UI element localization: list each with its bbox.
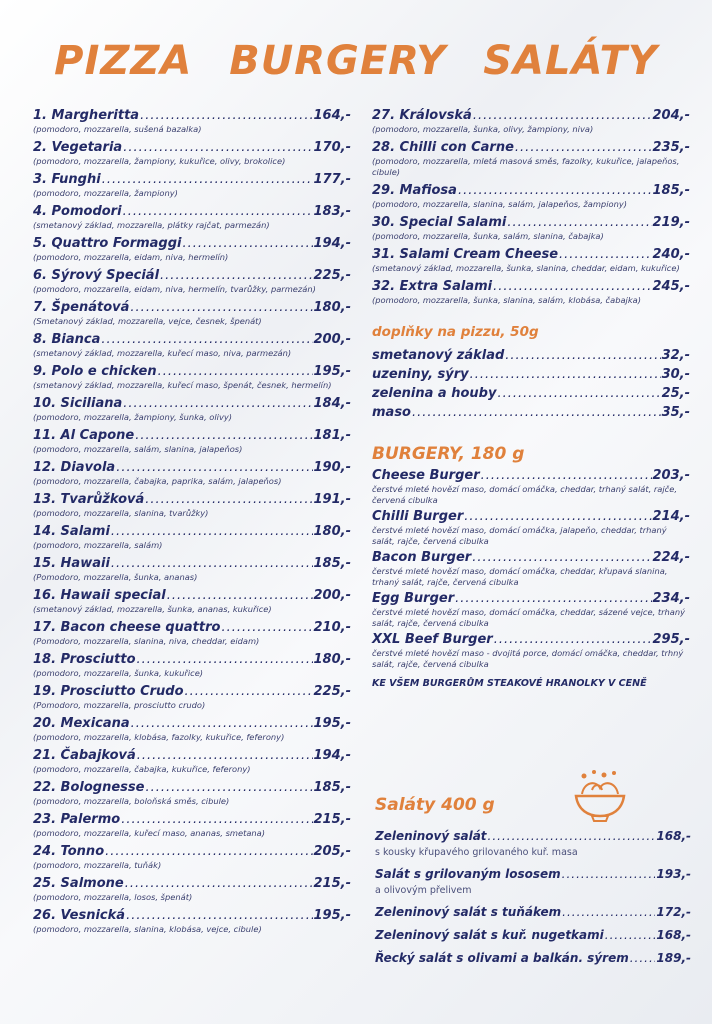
item-price: 172,- — [656, 905, 691, 919]
dot-leader — [630, 951, 656, 966]
pizza-list-left — [33, 108, 351, 940]
menu-item — [33, 428, 351, 455]
item-price: 195,- — [313, 908, 351, 923]
item-description: čerstvé mleté hovězí maso - dvojitá porce, domácí omáčka, cheddar, trhný salát, rajče, červená cibulka — [372, 648, 684, 669]
item-description: (pomodoro, mozzarella, čabajka, kukuřice, feferony) — [33, 764, 251, 774]
menu-item-row — [33, 300, 351, 316]
menu-item — [33, 460, 351, 487]
menu-item — [372, 346, 690, 365]
menu-item-row — [372, 247, 690, 263]
item-description: (pomodoro, mozzarella, žampiony, kukuřice, olivy, brokolice) — [33, 156, 286, 166]
menu-item — [372, 468, 690, 506]
item-description: (pomodoro, mozzarella, slanina, klobása, vejce, cibule) — [33, 924, 262, 934]
menu-item-row — [372, 108, 690, 124]
dot-leader — [125, 876, 313, 892]
menu-item-row — [372, 215, 690, 231]
dot-leader — [121, 812, 312, 828]
menu-item — [33, 908, 351, 935]
item-price: 235,- — [652, 140, 690, 155]
menu-item — [375, 928, 691, 943]
dot-leader — [182, 236, 312, 252]
item-description: (Pomodoro, mozzarella, prosciutto crudo) — [33, 700, 206, 710]
item-price: 25,- — [661, 386, 690, 401]
item-name: uzeniny, sýry — [372, 367, 469, 382]
dot-leader — [494, 632, 652, 648]
item-price: 234,- — [652, 591, 690, 606]
item-price: 224,- — [652, 550, 690, 565]
item-price: 195,- — [313, 364, 351, 379]
item-description: (pomodoro, mozzarella, šunka, olivy, žampiony, niva) — [372, 124, 594, 134]
menu-item — [372, 632, 690, 670]
menu-item — [372, 403, 690, 422]
item-description: (pomodoro, mozzarella, losos, špenát) — [33, 892, 193, 902]
item-name: smetanový základ — [372, 348, 505, 363]
item-name: 16. Hawaii special — [33, 588, 166, 603]
item-price: 245,- — [652, 279, 690, 294]
item-name: 8. Bianca — [33, 332, 101, 347]
dot-leader — [562, 867, 656, 882]
menu-item — [33, 332, 351, 359]
item-name: 20. Mexicana — [33, 716, 130, 731]
item-price: 183,- — [313, 204, 351, 219]
menu-item — [372, 215, 690, 242]
menu-item — [33, 396, 351, 423]
dot-leader — [145, 780, 312, 796]
dot-leader — [562, 905, 655, 920]
dot-leader — [412, 403, 661, 422]
menu-item — [372, 108, 690, 135]
menu-item — [375, 867, 691, 897]
item-price: 185,- — [652, 183, 690, 198]
burgers-section — [372, 444, 690, 689]
menu-item — [372, 247, 690, 274]
dot-leader — [145, 492, 312, 508]
item-price: 177,- — [313, 172, 351, 187]
menu-item — [372, 550, 690, 588]
dot-leader — [605, 928, 656, 943]
menu-item — [33, 716, 351, 743]
item-price: 203,- — [652, 468, 690, 483]
item-price: 190,- — [313, 460, 351, 475]
menu-item — [33, 140, 351, 167]
menu-item-row — [33, 684, 351, 700]
item-price: 200,- — [313, 588, 351, 603]
item-price: 193,- — [656, 867, 691, 881]
item-name: 4. Pomodori — [33, 204, 122, 219]
menu-item-row — [33, 268, 351, 284]
item-description: (pomodoro, mozzarella, tuňák) — [33, 860, 162, 870]
menu-item — [372, 183, 690, 210]
menu-item-row — [33, 652, 351, 668]
item-price: 195,- — [313, 716, 351, 731]
item-price: 240,- — [652, 247, 690, 262]
item-price: 205,- — [313, 844, 351, 859]
menu-item — [33, 268, 351, 295]
menu-item-row — [33, 748, 351, 764]
item-description: (pomodoro, mozzarella, klobása, fazolky, kukuřice, feferony) — [33, 732, 285, 742]
item-price: 200,- — [313, 332, 351, 347]
salads-heading: Saláty 400 g — [375, 795, 495, 815]
item-name: Bacon Burger — [372, 550, 472, 565]
menu-item-row — [375, 928, 691, 943]
menu-item-row — [372, 632, 690, 648]
menu-item — [33, 524, 351, 551]
item-name: 29. Mafiosa — [372, 183, 457, 198]
item-price: 30,- — [661, 367, 690, 382]
menu-item-row — [33, 140, 351, 156]
menu-item-row — [372, 591, 690, 607]
item-description: (Smetanový základ, mozzarella, vejce, česnek, špenát) — [33, 316, 262, 326]
dot-leader — [137, 748, 313, 764]
menu-item-row — [33, 396, 351, 412]
menu-item-row — [372, 403, 690, 422]
right-column — [372, 108, 690, 689]
dot-leader — [167, 588, 313, 604]
menu-item-row — [372, 346, 690, 365]
dot-leader — [515, 140, 652, 156]
item-name: 18. Prosciutto — [33, 652, 136, 667]
item-name: 25. Salmone — [33, 876, 124, 891]
dot-leader — [111, 524, 313, 540]
dot-leader — [126, 908, 312, 924]
item-price: 180,- — [313, 300, 351, 315]
dot-leader — [123, 396, 312, 412]
dot-leader — [123, 140, 312, 156]
dot-leader — [464, 509, 651, 525]
menu-item-row — [372, 384, 690, 403]
menu-item — [372, 365, 690, 384]
item-price: 180,- — [313, 652, 351, 667]
item-price: 225,- — [313, 684, 351, 699]
menu-item — [33, 108, 351, 135]
dot-leader — [101, 332, 312, 348]
menu-item-row — [33, 812, 351, 828]
item-name: Zeleninový salát s tuňákem — [375, 905, 562, 919]
dot-leader — [158, 364, 313, 380]
dot-leader — [505, 346, 660, 365]
addons-section — [372, 324, 690, 422]
item-name: 7. Špenátová — [33, 300, 130, 315]
menu-item-row — [33, 428, 351, 444]
burgers-note: KE VŠEM BURGERŮM STEAKOVÉ HRANOLKY V CENĚ — [372, 678, 647, 689]
item-description: (pomodoro, mozzarella, šunka, salám, slanina, čabajka) — [372, 231, 604, 241]
menu-item — [33, 748, 351, 775]
menu-item-row — [33, 460, 351, 476]
item-name: 13. Tvarůžková — [33, 492, 145, 507]
menu-item-row — [375, 829, 691, 844]
menu-item — [372, 279, 690, 306]
menu-item-row — [372, 365, 690, 384]
item-price: 219,- — [652, 215, 690, 230]
item-price: 210,- — [313, 620, 351, 635]
dot-leader — [123, 204, 313, 220]
item-name: 12. Diavola — [33, 460, 116, 475]
item-description: čerstvé mleté hovězí maso, domácí omáčka, cheddar, trhaný salát, rajče, červená cibulka — [372, 484, 677, 505]
item-description: (smetanový základ, mozzarella, kuřecí maso, špenát, česnek, hermelín) — [33, 380, 332, 390]
dot-leader — [130, 300, 312, 316]
menu-item-row — [33, 844, 351, 860]
dot-leader — [105, 844, 312, 860]
item-description: (pomodoro, mozzarella, salám) — [33, 540, 163, 550]
item-description: a olivovým přelivem — [375, 885, 472, 896]
menu-item-row — [33, 876, 351, 892]
item-description: (Pomodoro, mozzarella, slanina, niva, cheddar, eidam) — [33, 636, 260, 646]
dot-leader — [458, 183, 652, 199]
item-name: zelenina a houby — [372, 386, 497, 401]
menu-item — [33, 812, 351, 839]
menu-item-row — [33, 556, 351, 572]
menu-item — [33, 172, 351, 199]
item-name: Egg Burger — [372, 591, 455, 606]
item-description: (pomodoro, mozzarella, sušená bazalka) — [33, 124, 202, 134]
item-price: 185,- — [313, 780, 351, 795]
item-name: 24. Tonno — [33, 844, 105, 859]
menu-item — [372, 140, 690, 178]
item-name: 32. Extra Salami — [372, 279, 493, 294]
item-name: 19. Prosciutto Crudo — [33, 684, 184, 699]
menu-item-row — [33, 908, 351, 924]
menu-item — [375, 829, 691, 859]
item-name: 30. Special Salami — [372, 215, 507, 230]
dot-leader — [116, 460, 312, 476]
item-name: 10. Siciliana — [33, 396, 123, 411]
menu-item — [33, 364, 351, 391]
menu-item-row — [33, 620, 351, 636]
item-description: (smetanový základ, mozzarella, kuřecí maso, niva, parmezán) — [33, 348, 292, 358]
dot-leader — [131, 716, 313, 732]
item-price: 189,- — [656, 951, 691, 965]
item-price: 35,- — [661, 405, 690, 420]
item-name: Chilli Burger — [372, 509, 464, 524]
pizza-list-right — [372, 108, 690, 306]
item-name: 6. Sýrový Speciál — [33, 268, 160, 283]
dot-leader — [160, 268, 312, 284]
addons-heading: doplňky na pizzu, 50g — [372, 324, 539, 340]
page-title: PIZZA BURGERY SALÁTY — [54, 38, 658, 84]
dot-leader — [493, 279, 651, 295]
item-price: 168,- — [656, 928, 691, 942]
dot-leader — [472, 550, 651, 566]
item-price: 295,- — [652, 632, 690, 647]
item-description: čerstvé mleté hovězí maso, domácí omáčka, cheddar, sázené vejce, trhaný salát, rajče, červená cibulka — [372, 607, 686, 628]
item-price: 194,- — [313, 236, 351, 251]
item-name: 2. Vegetaria — [33, 140, 123, 155]
item-price: 225,- — [313, 268, 351, 283]
dot-leader — [111, 556, 313, 572]
menu-item-row — [33, 492, 351, 508]
dot-leader — [455, 591, 651, 607]
menu-item — [33, 876, 351, 903]
item-name: 15. Hawaii — [33, 556, 110, 571]
menu-item — [33, 556, 351, 583]
dot-leader — [470, 365, 661, 384]
item-name: 11. Al Capone — [33, 428, 135, 443]
menu-item — [33, 492, 351, 519]
item-name: 9. Polo e chicken — [33, 364, 157, 379]
dot-leader — [102, 172, 313, 188]
item-description: (smetanový základ, mozzarella, šunka, ananas, kukuřice) — [33, 604, 272, 614]
item-price: 184,- — [313, 396, 351, 411]
dot-leader — [221, 620, 312, 636]
menu-item-row — [33, 236, 351, 252]
item-name: 27. Královská — [372, 108, 472, 123]
menu-item — [33, 844, 351, 871]
dot-leader — [137, 652, 313, 668]
item-description: (pomodoro, mozzarella, slanina, tvarůžky) — [33, 508, 209, 518]
dot-leader — [488, 829, 656, 844]
item-name: 1. Margheritta — [33, 108, 140, 123]
item-name: maso — [372, 405, 411, 420]
dot-leader — [140, 108, 312, 124]
item-description: (pomodoro, mozzarella, šunka, slanina, salám, klobása, čabajka) — [372, 295, 641, 305]
menu-item-row — [33, 524, 351, 540]
menu-item — [33, 204, 351, 231]
item-name: 31. Salami Cream Cheese — [372, 247, 559, 262]
item-name: 23. Palermo — [33, 812, 121, 827]
menu-item — [33, 236, 351, 263]
item-price: 191,- — [313, 492, 351, 507]
salads-section — [375, 795, 691, 974]
dot-leader — [185, 684, 313, 700]
item-name: Zeleninový salát s kuř. nugetkami — [375, 928, 604, 942]
item-name: Salát s grilovaným lososem — [375, 867, 561, 881]
menu-item-row — [33, 716, 351, 732]
menu-item-row — [33, 364, 351, 380]
item-price: 204,- — [652, 108, 690, 123]
item-price: 181,- — [313, 428, 351, 443]
dot-leader — [481, 468, 652, 484]
item-price: 180,- — [313, 524, 351, 539]
menu-item-row — [372, 279, 690, 295]
item-price: 164,- — [313, 108, 351, 123]
menu-item — [33, 588, 351, 615]
item-description: (pomodoro, mozzarella, šunka, kukuřice) — [33, 668, 204, 678]
menu-item-row — [372, 183, 690, 199]
item-description: (pomodoro, mozzarella, žampiony, šunka, olivy) — [33, 412, 232, 422]
menu-item-row — [33, 332, 351, 348]
item-description: (Pomodoro, mozzarella, šunka, ananas) — [33, 572, 198, 582]
item-description: čerstvé mleté hovězí maso, domácí omáčka, cheddar, křupavá slanina, trhaný salát, rajče, červená cibulka — [372, 566, 668, 587]
menu-item — [33, 684, 351, 711]
menu-item — [33, 620, 351, 647]
menu-item-row — [33, 108, 351, 124]
dot-leader — [559, 247, 651, 263]
burgers-heading: BURGERY, 180 g — [372, 444, 525, 464]
menu-item — [375, 905, 691, 920]
item-description: (pomodoro, mozzarella, čabajka, paprika, salám, jalapeňos) — [33, 476, 282, 486]
menu-item-row — [33, 204, 351, 220]
item-name: Cheese Burger — [372, 468, 480, 483]
menu-item-row — [372, 140, 690, 156]
item-description: (pomodoro, mozzarella, slanina, salám, jalapeňos, žampiony) — [372, 199, 627, 209]
item-price: 32,- — [661, 348, 690, 363]
item-description: čerstvé mleté hovězí maso, domácí omáčka, jalapeňo, cheddar, trhaný salát, rajče, červená cibulka — [372, 525, 667, 546]
menu-item-row — [375, 951, 691, 966]
item-description: (pomodoro, mozzarella, mletá masová směs, fazolky, kukuřice, jalapeňos, cibule) — [372, 156, 680, 177]
item-description: (smetanový základ, mozzarella, plátky rajčat, parmezán) — [33, 220, 270, 230]
item-name: 3. Funghi — [33, 172, 101, 187]
dot-leader — [135, 428, 312, 444]
item-price: 185,- — [313, 556, 351, 571]
menu-item — [372, 384, 690, 403]
item-description: s kousky křupavého grilovaného kuř. masa — [375, 847, 578, 858]
item-price: 214,- — [652, 509, 690, 524]
item-name: 14. Salami — [33, 524, 110, 539]
dot-leader — [473, 108, 652, 124]
item-name: Zeleninový salát — [375, 829, 487, 843]
item-description: (pomodoro, mozzarella, eidam, niva, hermelín, tvarůžky, parmezán) — [33, 284, 316, 294]
menu-item — [33, 300, 351, 327]
item-price: 215,- — [313, 876, 351, 891]
menu-item-row — [33, 172, 351, 188]
menu-item-row — [33, 780, 351, 796]
menu-item-row — [33, 588, 351, 604]
item-name: XXL Beef Burger — [372, 632, 493, 647]
item-name: 22. Bolognesse — [33, 780, 145, 795]
item-name: 5. Quattro Formaggi — [33, 236, 182, 251]
item-name: 17. Bacon cheese quattro — [33, 620, 221, 635]
item-name: Řecký salát s olivami a balkán. sýrem — [375, 951, 629, 965]
menu-item — [375, 951, 691, 966]
item-price: 170,- — [313, 140, 351, 155]
dot-leader — [497, 384, 660, 403]
item-description: (pomodoro, mozzarella, žampiony) — [33, 188, 178, 198]
menu-item — [33, 780, 351, 807]
item-name: 28. Chilli con Carne — [372, 140, 514, 155]
item-description: (pomodoro, mozzarella, eidam, niva, hermelín) — [33, 252, 229, 262]
menu-item — [33, 652, 351, 679]
item-price: 194,- — [313, 748, 351, 763]
item-name: 21. Čabajková — [33, 748, 136, 763]
menu-item — [372, 509, 690, 547]
item-price: 215,- — [313, 812, 351, 827]
item-price: 168,- — [656, 829, 691, 843]
menu-item-row — [372, 509, 690, 525]
item-description: (smetanový základ, mozzarella, šunka, slanina, cheddar, eidam, kukuřice) — [372, 263, 680, 273]
item-description: (pomodoro, mozzarella, boloňská směs, cibule) — [33, 796, 230, 806]
dot-leader — [507, 215, 651, 231]
item-description: (pomodoro, mozzarella, salám, slanina, jalapeňos) — [33, 444, 243, 454]
menu-item-row — [375, 867, 691, 882]
item-name: 26. Vesnická — [33, 908, 126, 923]
menu-item-row — [372, 468, 690, 484]
menu-item — [372, 591, 690, 629]
menu-item-row — [372, 550, 690, 566]
item-description: (pomodoro, mozzarella, kuřecí maso, ananas, smetana) — [33, 828, 265, 838]
menu-item-row — [375, 905, 691, 920]
